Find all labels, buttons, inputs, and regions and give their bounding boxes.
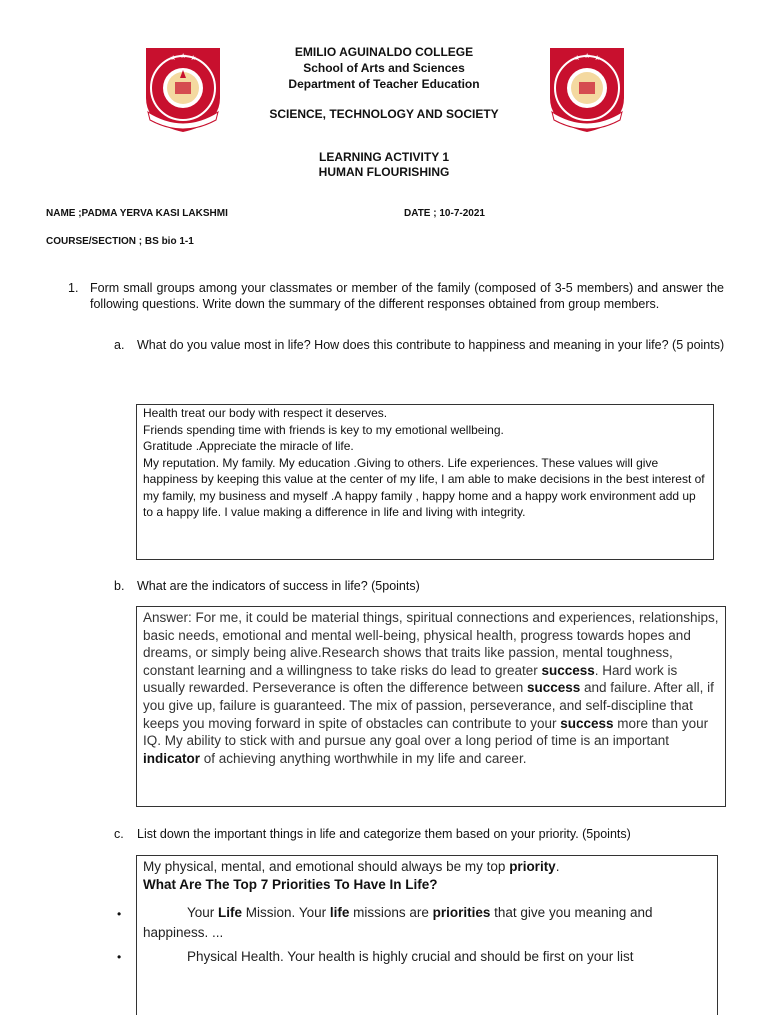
answer-b-box <box>136 606 726 807</box>
bullet-marker: • <box>117 950 122 964</box>
question-c-text: List down the important things in life and categorize them based on your priority. (5points) <box>137 827 631 841</box>
question-a-text: What do you value most in life? How does this contribute to happiness and meaning in your life? (5 points) <box>137 338 725 352</box>
subject-title: SCIENCE, TECHNOLOGY AND SOCIETY <box>269 107 499 121</box>
question-b-text: What are the indicators of success in life? (5points) <box>137 579 420 593</box>
answer-a-box <box>136 404 714 560</box>
school-name: School of Arts and Sciences <box>303 61 465 75</box>
answer-a-line: Health treat our body with respect it deserves. <box>143 406 388 420</box>
svg-text:★: ★ <box>190 54 197 62</box>
answer-a-line: My reputation. My family. My education .Giving to others. Life experiences. These values will give happiness by keeping this value at the center of my life, I am able to make decisions in the best interest of my family, my business and myself .A happy family , happy home and a happy work environment add up to a happy life. I value making a difference in life and living with integrity. <box>143 455 705 519</box>
answer-c-item: Your Life Mission. Your life missions are priorities that give you meaning and happiness. ... <box>143 905 653 941</box>
answer-c-item: Physical Health. Your health is highly crucial and should be first on your list <box>187 949 634 965</box>
answer-a-line: Friends spending time with friends is key to my emotional wellbeing. <box>143 422 504 437</box>
svg-text:★: ★ <box>584 52 591 60</box>
activity-date: DATE ; 10-7-2021 <box>404 208 485 219</box>
college-name: EMILIO AGUINALDO COLLEGE <box>294 45 474 59</box>
answer-c-heading: What Are The Top 7 Priorities To Have In Life? <box>143 876 438 892</box>
question-a-letter: a. <box>114 338 125 352</box>
question-1-text: Form small groups among your classmates or member of the family (composed of 3-5 members) and answer the following questions. Write down the summary of the different responses obtained from group members. <box>90 281 724 311</box>
course-section: COURSE/SECTION ; BS bio 1-1 <box>46 236 194 247</box>
question-b-letter: b. <box>114 579 125 593</box>
department-name: Department of Teacher Education <box>288 77 480 91</box>
svg-text:★: ★ <box>594 54 601 62</box>
svg-text:★: ★ <box>170 54 177 62</box>
question-c-letter: c. <box>114 827 124 841</box>
svg-text:★: ★ <box>180 52 187 60</box>
activity-title: LEARNING ACTIVITY 1 <box>318 150 449 164</box>
answer-c-box <box>136 855 718 1015</box>
answer-c-intro: My physical, mental, and emotional should always be my top priority. <box>143 859 560 874</box>
bullet-marker: • <box>117 907 122 921</box>
question-number: 1. <box>68 281 79 295</box>
svg-text:★: ★ <box>574 54 581 62</box>
topic-title: HUMAN FLOURISHING <box>318 165 450 179</box>
student-name: NAME ;PADMA YERVA KASI LAKSHMI <box>46 208 228 219</box>
answer-b-paragraph: Answer: For me, it could be material things, spiritual connections and experiences, relationships, basic needs, emotional and mental well-being, physical health, progress towards hopes and dreams, or simply being alive.Research shows that traits like passion, mental toughness, constant learning and a willingness to take risks do lead to greater success. Hard work is usually rewarded. Perseverance is often the difference between success and failure. After all, if you give up, failure is guaranteed. The mix of passion, perseverance, and self-discipline that keeps you moving forward in spite of obstacles can contribute to your success more than your IQ. My ability to stick with and pursue any goal over a long period of time is an important indicator of achieving anything worthwhile in my life and career. <box>143 610 719 766</box>
answer-a-line: Gratitude .Appreciate the miracle of life. <box>143 439 354 453</box>
